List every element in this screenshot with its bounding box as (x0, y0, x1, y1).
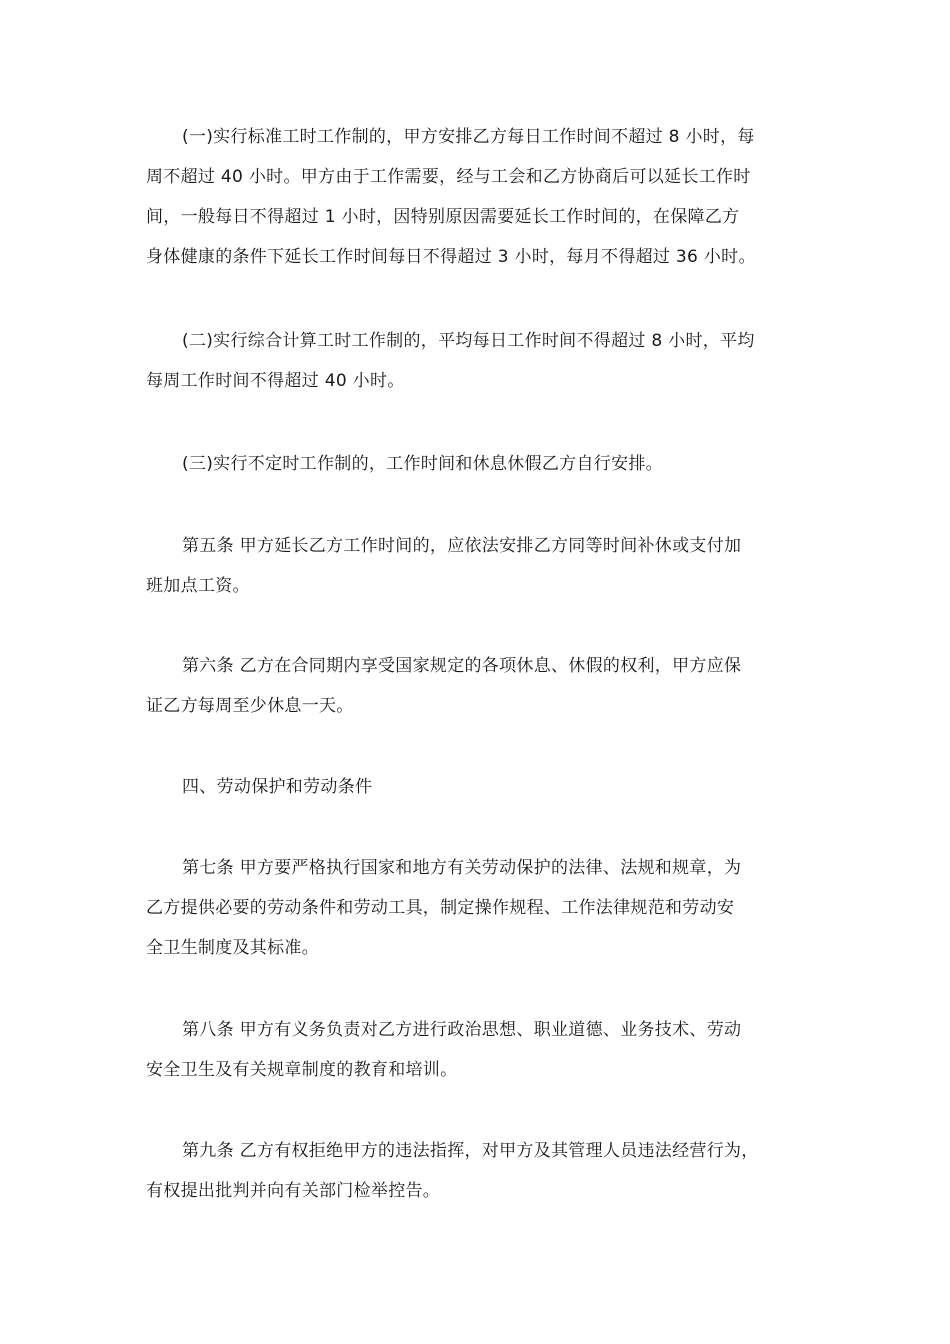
paragraph-article-9 (146, 1131, 816, 1211)
paragraph-line: 有权提出批判并向有关部门检举控告。 (146, 1181, 441, 1201)
paragraph-line: 间，一般每日不得超过 1 小时，因特别原因需要延长工作时间的，在保障乙方 (146, 207, 740, 227)
paragraph-line: 身体健康的条件下延长工作时间每日不得超过 3 小时，每月不得超过 36 小时。 (146, 247, 756, 267)
paragraph-line: (一)实行标准工时工作制的，甲方安排乙方每日工作时间不超过 8 小时，每 (182, 127, 755, 147)
paragraph-flexible-hours (146, 444, 816, 484)
paragraph-line: 第五条 甲方延长乙方工作时间的，应依法安排乙方同等时间补休或支付加 (182, 536, 742, 556)
paragraph-line: 乙方提供必要的劳动条件和劳动工具，制定操作规程、工作法律规范和劳动安 (146, 898, 735, 918)
paragraph-article-6 (146, 646, 816, 726)
paragraph-standard-hours (146, 117, 816, 277)
paragraph-line: 第九条 乙方有权拒绝甲方的违法指挥，对甲方及其管理人员违法经营行为， (182, 1141, 759, 1161)
paragraph-line: 周不超过 40 小时。甲方由于工作需要，经与工会和乙方协商后可以延长工作时 (146, 167, 751, 187)
paragraph-line: 每周工作时间不得超过 40 小时。 (146, 371, 405, 391)
paragraph-line: 第六条 乙方在合同期内享受国家规定的各项休息、休假的权利，甲方应保 (182, 656, 742, 676)
paragraph-comprehensive-hours (146, 321, 816, 401)
paragraph-line: 班加点工资。 (146, 576, 250, 596)
paragraph-line: 全卫生制度及其标准。 (146, 938, 319, 958)
paragraph-line: (三)实行不定时工作制的，工作时间和休息休假乙方自行安排。 (182, 454, 663, 474)
paragraph-line: 证乙方每周至少休息一天。 (146, 696, 354, 716)
section-heading-labor-protection (146, 767, 816, 807)
paragraph-article-5 (146, 526, 816, 606)
paragraph-line: 安全卫生及有关规章制度的教育和培训。 (146, 1060, 458, 1080)
paragraph-line: (二)实行综合计算工时工作制的，平均每日工作时间不得超过 8 小时，平均 (182, 331, 755, 351)
paragraph-article-8 (146, 1010, 816, 1090)
paragraph-line: 第八条 甲方有义务负责对乙方进行政治思想、职业道德、业务技术、劳动 (182, 1020, 742, 1040)
paragraph-article-7 (146, 848, 816, 968)
paragraph-line: 第七条 甲方要严格执行国家和地方有关劳动保护的法律、法规和规章，为 (182, 858, 742, 878)
section-heading-line: 四、劳动保护和劳动条件 (182, 777, 373, 797)
